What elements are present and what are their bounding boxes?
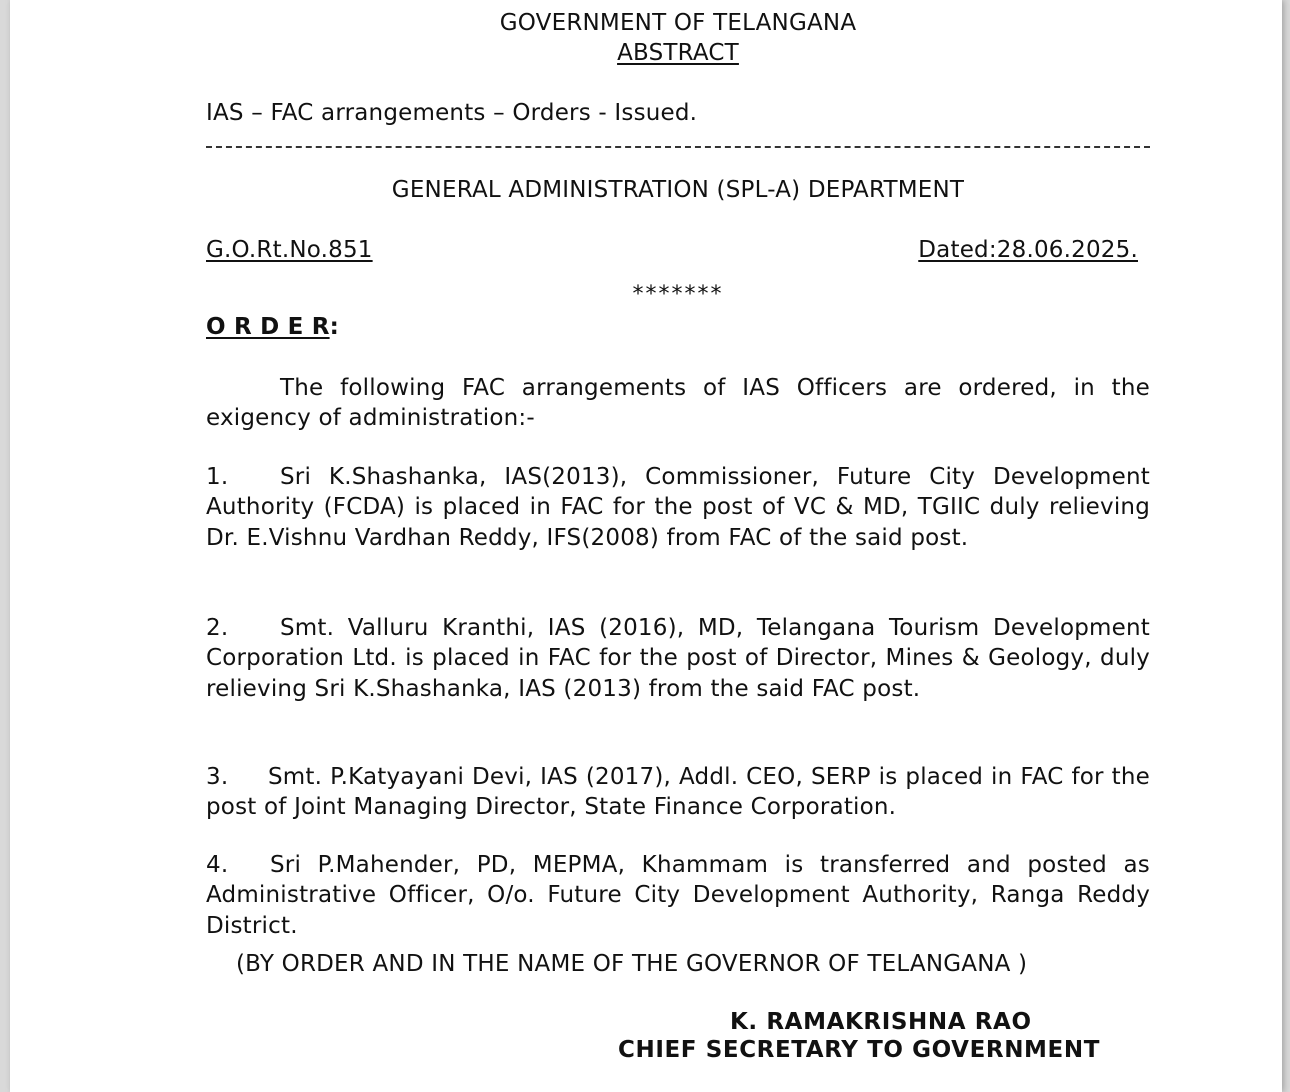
- signatory-title: CHIEF SECRETARY TO GOVERNMENT: [618, 1037, 1100, 1063]
- order-item-2-number: 2.: [206, 615, 229, 641]
- order-item-3: [206, 762, 1150, 823]
- dashed-divider: [206, 146, 1150, 148]
- order-item-2: [206, 613, 1150, 704]
- order-item-4-text: Sri P.Mahender, PD, MEPMA, Khammam is transferred and posted as Administrative Officer, O/o. Future City Development Authority, Ranga Reddy District.: [206, 852, 1150, 939]
- order-heading: [206, 314, 339, 340]
- subject-line: IAS – FAC arrangements – Orders - Issued.: [206, 100, 698, 126]
- intro-paragraph: The following FAC arrangements of IAS Officers are ordered, in the exigency of administration:-: [206, 375, 1150, 432]
- order-heading-colon: :: [329, 314, 340, 340]
- go-number: G.O.Rt.No.851: [206, 237, 373, 263]
- order-heading-label: O R D E R: [206, 314, 330, 340]
- government-title: GOVERNMENT OF TELANGANA: [499, 10, 857, 36]
- government-order: [206, 0, 1150, 1092]
- abstract-heading: ABSTRACT: [617, 40, 739, 66]
- department-title: GENERAL ADMINISTRATION (SPL-A) DEPARTMENT: [391, 177, 965, 203]
- go-date: Dated:28.06.2025.: [918, 237, 1138, 263]
- order-item-3-text: Smt. P.Katyayani Devi, IAS (2017), Addl. CEO, SERP is placed in FAC for the post of Joint Managing Director, State Finance Corporation.: [206, 764, 1150, 821]
- order-item-4-number: 4.: [206, 852, 229, 878]
- order-item-1-number: 1.: [206, 464, 229, 490]
- order-item-1: [206, 462, 1150, 553]
- governor-line: (BY ORDER AND IN THE NAME OF THE GOVERNOR OF TELANGANA ): [236, 951, 1028, 977]
- signatory-name: K. RAMAKRISHNA RAO: [730, 1009, 1032, 1035]
- document-page: [10, 0, 1282, 1092]
- order-item-1-text: Sri K.Shashanka, IAS(2013), Commissioner, Future City Development Authority (FCDA) is placed in FAC for the post of VC & MD, TGIIC duly relieving Dr. E.Vishnu Vardhan Reddy, IFS(2008) from FAC of the said post.: [206, 464, 1150, 551]
- order-item-2-text: Smt. Valluru Kranthi, IAS (2016), MD, Telangana Tourism Development Corporation Ltd. is placed in FAC for the post of Director, Mines & Geology, duly relieving Sri K.Shashanka, IAS (2013) from the said FAC post.: [206, 615, 1150, 702]
- separator-stars: *******: [632, 282, 724, 307]
- order-item-4: [206, 850, 1150, 941]
- order-item-3-number: 3.: [206, 764, 229, 790]
